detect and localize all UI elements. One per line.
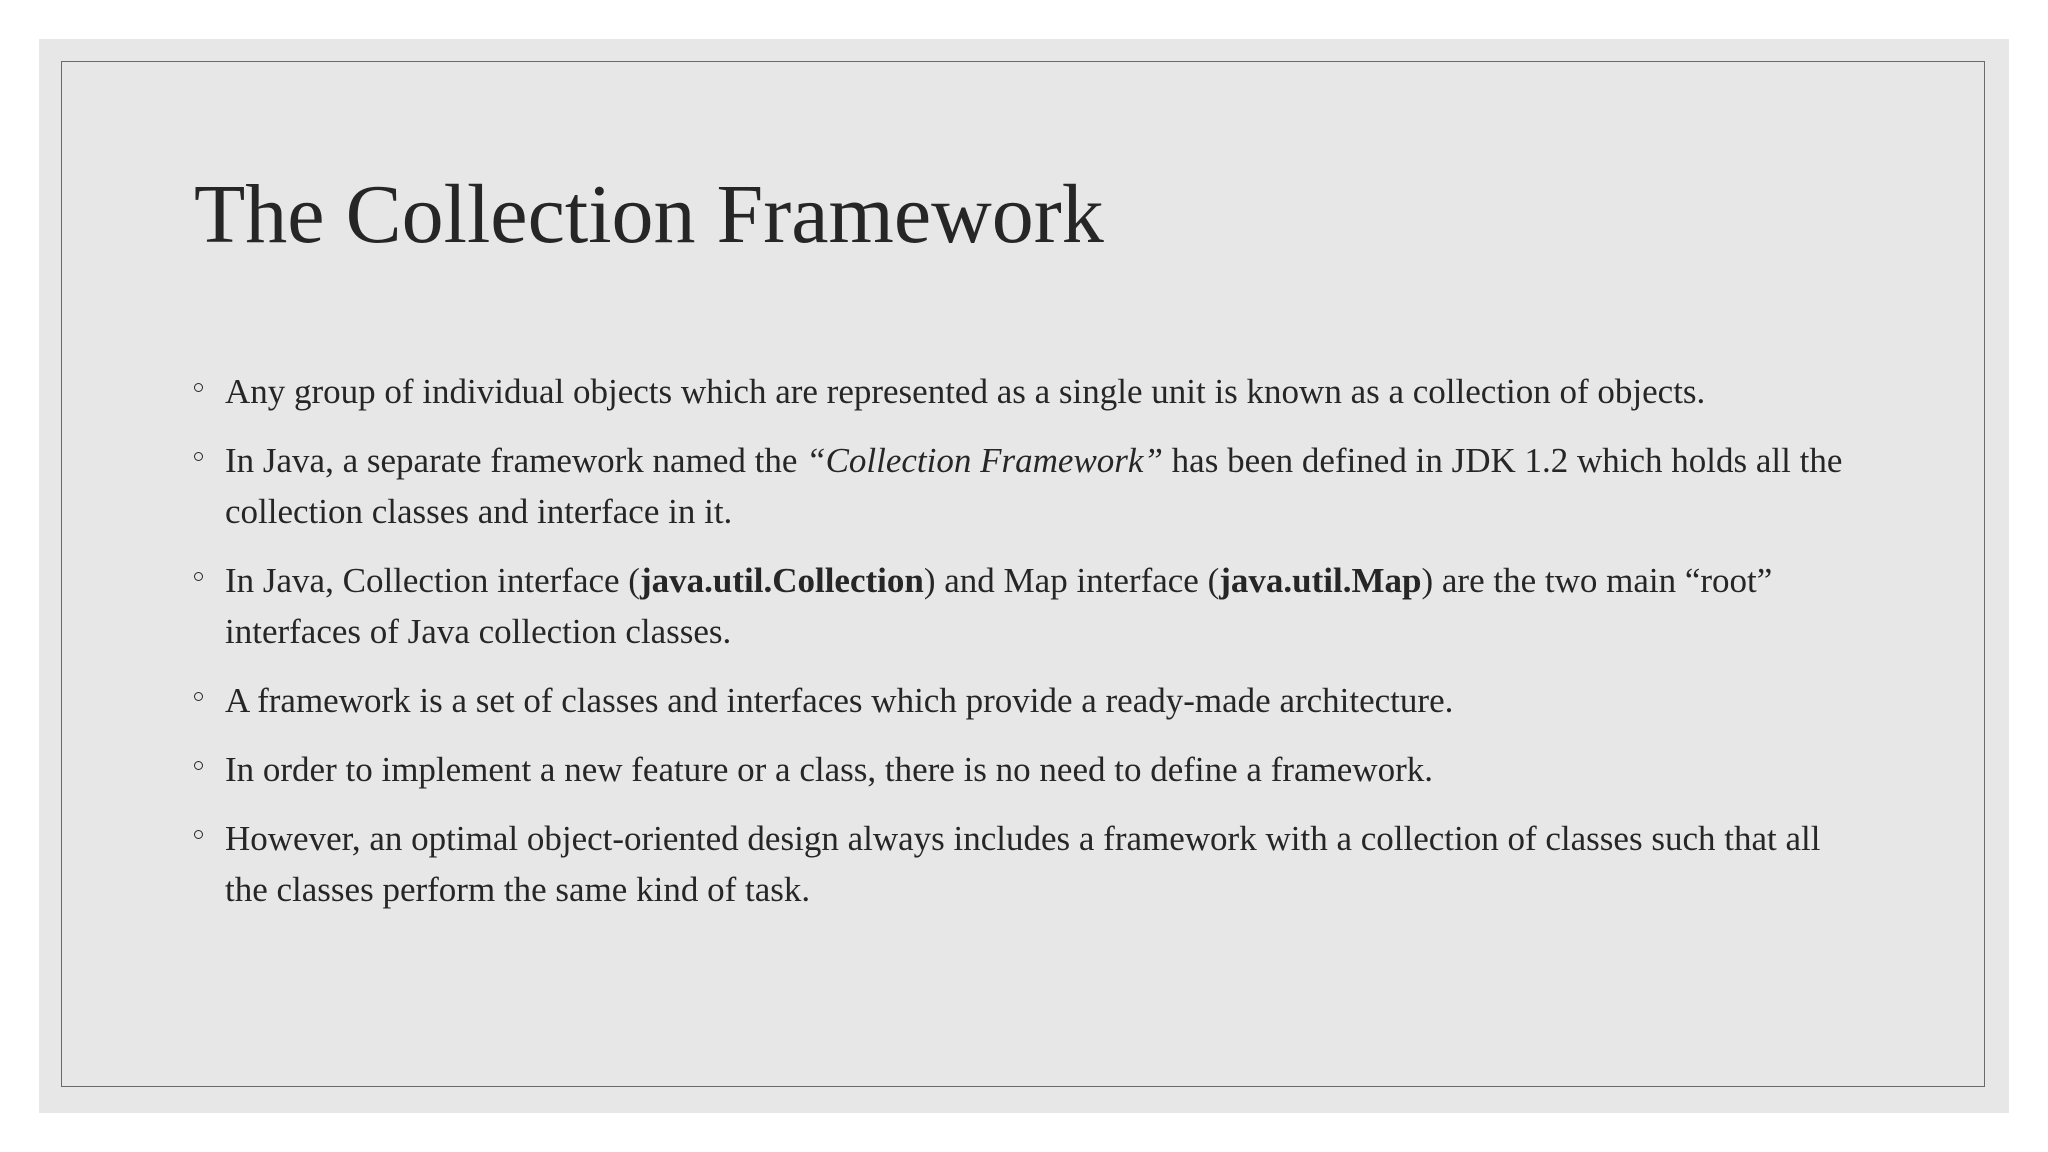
- hollow-circle-bullet-icon: [194, 692, 203, 701]
- slide: [39, 39, 2009, 1113]
- hollow-circle-bullet-icon: [194, 572, 203, 581]
- hollow-circle-bullet-icon: [194, 452, 203, 461]
- bullet-item: [194, 675, 1869, 726]
- bullet-emphasis: “Collection Framework”: [806, 441, 1163, 480]
- bullet-item: [194, 435, 1869, 537]
- bullet-item: [194, 555, 1869, 657]
- bullet-text-start: In Java, a separate framework named the: [225, 441, 807, 480]
- hollow-circle-bullet-icon: [194, 830, 203, 839]
- bullet-item: [194, 366, 1869, 417]
- bullet-text: However, an optimal object-oriented design always includes a framework with a collection of classes such that all the classes perform the same kind of task.: [225, 819, 1821, 909]
- bullet-text-end: ) are the two main “root” interfaces of Java collection classes.: [225, 561, 1773, 651]
- bullet-text: In order to implement a new feature or a class, there is no need to define a framework.: [225, 750, 1433, 789]
- hollow-circle-bullet-icon: [194, 383, 203, 392]
- hollow-circle-bullet-icon: [194, 761, 203, 770]
- bullet-text-end: has been defined in JDK 1.2 which holds all the collection classes and interface in it.: [225, 441, 1843, 531]
- bullet-list: [194, 366, 1869, 933]
- bullet-code-map: java.util.Map: [1219, 561, 1422, 600]
- bullet-text-middle: ) and Map interface (: [923, 561, 1220, 600]
- bullet-text: Any group of individual objects which are represented as a single unit is known as a collection of objects.: [225, 372, 1706, 411]
- bullet-text: A framework is a set of classes and interfaces which provide a ready-made architecture.: [225, 681, 1454, 720]
- bullet-text-start: In Java, Collection interface (: [225, 561, 640, 600]
- slide-title: The Collection Framework: [194, 168, 1104, 261]
- bullet-code-collection: java.util.Collection: [639, 561, 924, 600]
- bullet-item: [194, 744, 1869, 795]
- bullet-item: [194, 813, 1869, 915]
